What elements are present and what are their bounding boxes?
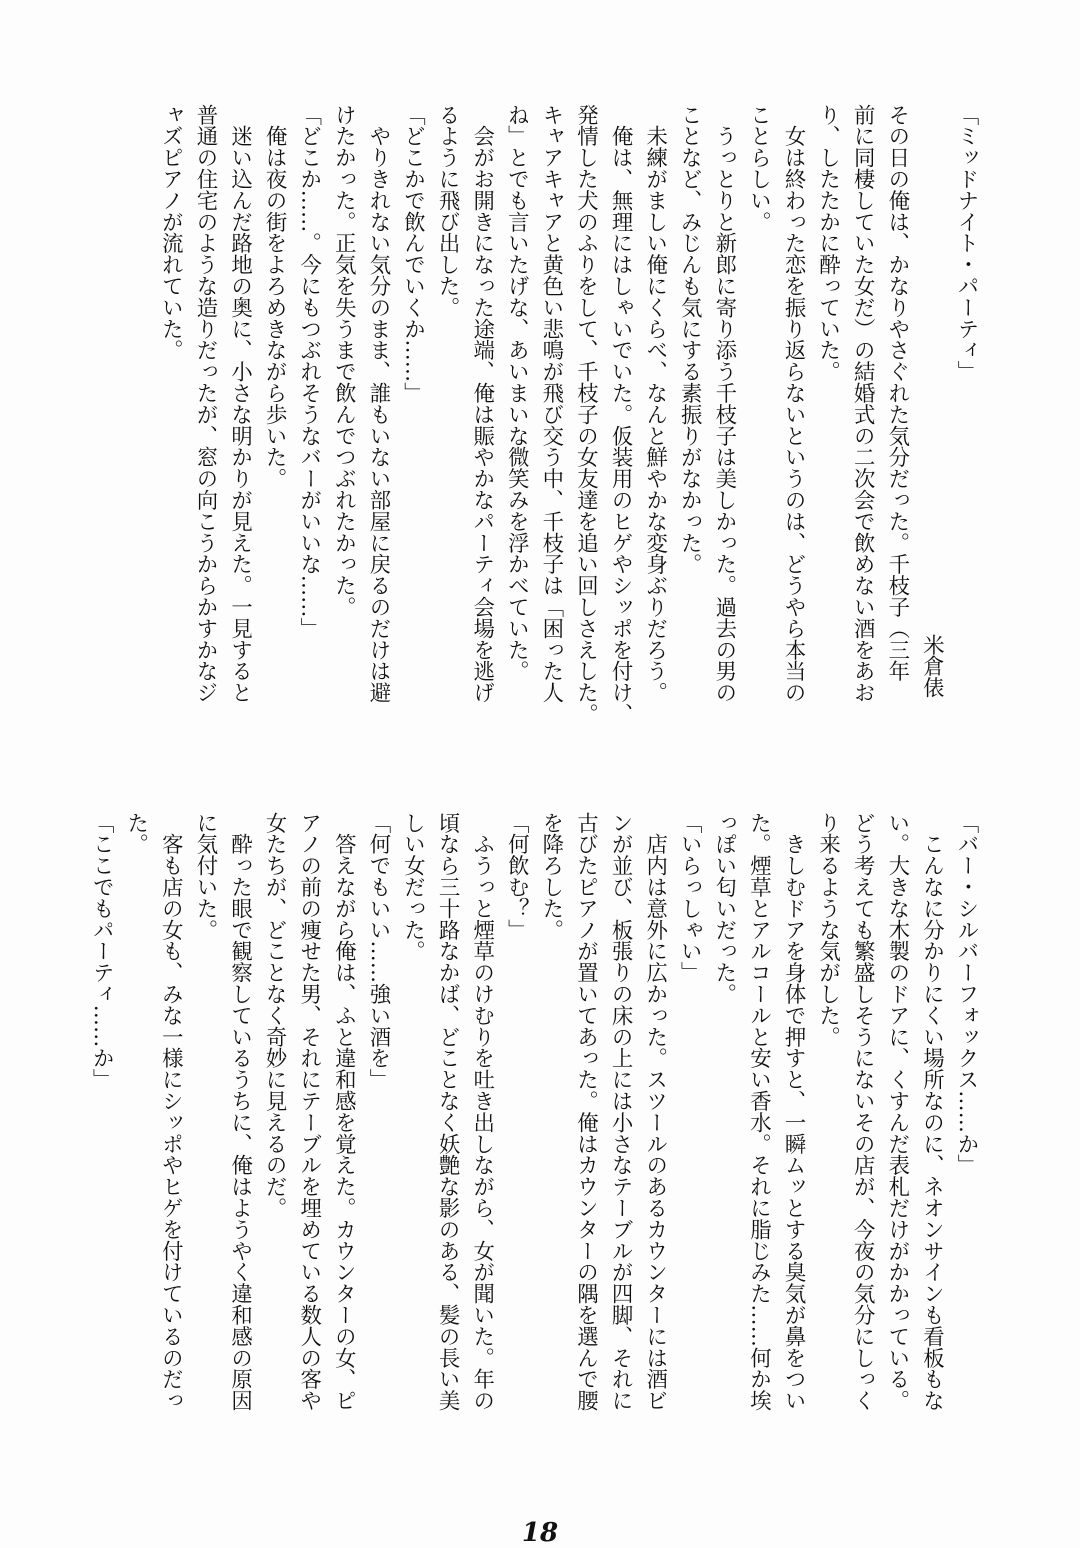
text-line: 古びたピアノが置いてあった。俺はカウンターの隅を選んで腰: [573, 812, 599, 1412]
text-line: やりきれない気分のまま、誰もいない部屋に戻るのだけは避: [365, 104, 391, 704]
text-line: た。煙草とアルコールと安い香水。それに脂じみた……何か埃: [746, 812, 772, 1412]
text-line: こんなに分かりにくい場所なのに、ネオンサインも看板もな: [919, 812, 945, 1412]
text-line: 「いらっしゃい」: [677, 812, 703, 984]
author-name: 米倉俵: [919, 634, 945, 699]
text-line: きしむドアを身体で押すと、一瞬ムッとする臭気が鼻をつい: [781, 812, 807, 1412]
text-line: ャズピアノが流れていた。: [158, 104, 184, 361]
text-line: 未練がましい俺にくらべ、なんと鮮やかな変身ぶりだろう。: [642, 104, 668, 704]
text-line: るように飛び出した。: [435, 104, 461, 318]
text-line: っぽい匂いだった。: [711, 812, 737, 1005]
text-line: ことらしい。: [746, 104, 772, 233]
top-text-block: [153, 104, 983, 724]
text-line: を降ろした。: [538, 812, 564, 941]
text-line: 客も店の女も、みな一様にシッポやヒゲを付けているのだっ: [158, 812, 184, 1412]
text-line: ね」とでも言いたげな、あいまいな微笑みを浮かべていた。: [504, 104, 530, 682]
text-line: 女たちが、どことなく奇妙に見えるのだ。: [262, 812, 288, 1219]
text-line: 店内は意外に広かった。スツールのあるカウンターには酒ビ: [642, 812, 668, 1412]
text-line: ンが並び、板張りの床の上には小さなテーブルが四脚、それに: [608, 812, 634, 1412]
bottom-text-block: [84, 812, 983, 1432]
text-line: 「バー・シルバーフォックス……か」: [954, 812, 979, 1176]
text-line: 酔った眼で観察しているうちに、俺はようやく違和感の原因: [227, 812, 253, 1412]
text-line: しい女だった。: [400, 812, 426, 962]
text-line: うっとりと新郎に寄り添う千枝子は美しかった。過去の男の: [711, 104, 737, 704]
text-line: 前に同棲していた女だ）の結婚式の二次会で飲めない酒をあお: [850, 104, 876, 704]
text-line: 「どこかで飲んでいくか……」: [400, 104, 426, 404]
text-line: その日の俺は、かなりやさぐれた気分だった。千枝子（三年: [884, 104, 910, 682]
text-line: 頃なら三十路なかば、どことなく妖艶な影のある、髪の長い美: [435, 812, 461, 1412]
text-line: に気付いた。: [192, 812, 218, 941]
text-line: けたかった。正気を失うまで飲んでつぶれたかった。: [331, 104, 357, 618]
text-line: 普通の住宅のような造りだったが、窓の向こうからかすかなジ: [192, 104, 218, 704]
text-line: 会がお開きになった途端、俺は賑やかなパーティ会場を逃げ: [469, 104, 495, 704]
text-line: い。大きな木製のドアに、くすんだ表札だけがかかっている。: [884, 812, 910, 1412]
text-line: ことなど、みじんも気にする素振りがなかった。: [677, 104, 703, 575]
text-line: 「ここでもパーティ……か」: [89, 812, 115, 1091]
text-line: り、したたかに酔っていた。: [815, 104, 841, 383]
page-number: 18: [521, 1518, 559, 1548]
text-line: り来るような気がした。: [815, 812, 841, 1048]
text-line: 「何でもいい……強い酒を」: [365, 812, 391, 1091]
text-line: 俺は夜の街をよろめきながら歩いた。: [262, 104, 288, 490]
text-line: ふうっと煙草のけむりを吐き出しながら、女が聞いた。年の: [469, 812, 495, 1412]
text-line: 「どこか……。今にもつぶれそうなバーがいいな……」: [296, 104, 322, 639]
text-line: 女は終わった恋を振り返らないというのは、どうやら本当の: [781, 104, 807, 704]
text-line: アノの前の痩せた男、それにテーブルを埋めている数人の客や: [296, 812, 322, 1412]
text-line: キャアキャアと黄色い悲鳴が飛び交う中、千枝子は「困った人: [538, 104, 564, 704]
text-line: どう考えても繁盛しそうにないその店が、今夜の気分にしっく: [850, 812, 876, 1412]
text-line: 迷い込んだ路地の奥に、小さな明かりが見えた。一見すると: [227, 104, 253, 704]
text-line: 発情した犬のふりをして、千枝子の女友達を追い回しさえした。: [573, 104, 599, 725]
text-line: 答えながら俺は、ふと違和感を覚えた。カウンターの女、ピ: [331, 812, 357, 1412]
text-line: 俺は、無理にはしゃいでいた。仮装用のヒゲやシッポを付け、: [608, 104, 634, 725]
text-line: 「何飲む？」: [504, 812, 530, 941]
text-line: た。: [123, 812, 149, 855]
story-title: 「ミッドナイト・パーティ」: [954, 104, 979, 383]
